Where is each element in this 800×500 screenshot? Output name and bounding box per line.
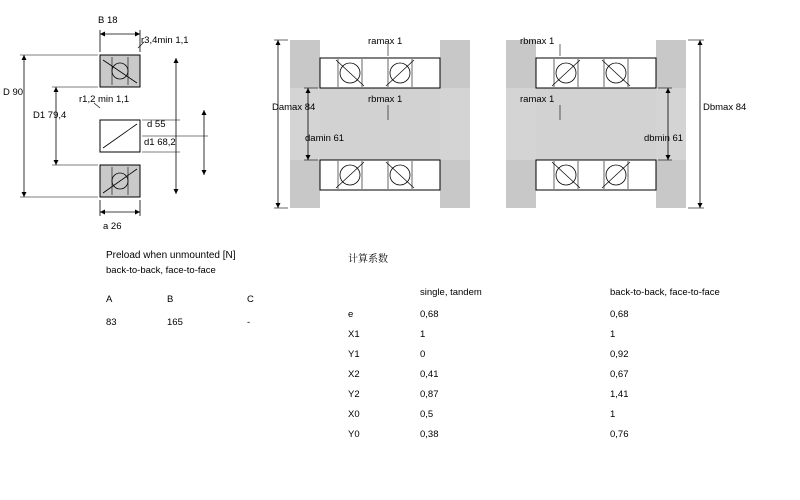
factor-back-face-e: 0,68 xyxy=(610,309,629,320)
factor-name-e: e xyxy=(348,309,354,320)
dim-label-r34min: r3,4min 1,1 xyxy=(141,35,189,46)
factor-single-tandem-e: 0,68 xyxy=(420,309,439,320)
factor-back-face-X0: 1 xyxy=(610,409,616,420)
dim-label-r12min: r1,2 min 1,1 xyxy=(79,94,130,105)
table-row xyxy=(348,363,778,383)
factor-back-face-Y2: 1,41 xyxy=(610,389,629,400)
factor-back-face-X2: 0,67 xyxy=(610,369,629,380)
preload-table-title: Preload when unmounted [N] xyxy=(106,250,236,261)
table-row xyxy=(348,423,778,443)
factor-single-tandem-X2: 0,41 xyxy=(420,369,439,380)
label-damin: damin 61 xyxy=(305,133,345,144)
preload-value-B: 165 xyxy=(167,317,183,328)
dim-label-d1: d1 68,2 xyxy=(144,137,176,148)
factors-header-single-tandem: single, tandem xyxy=(420,287,482,298)
factor-back-face-Y0: 0,76 xyxy=(610,429,629,440)
factor-name-Y2: Y2 xyxy=(348,389,360,400)
label-Damax: Damax 84 xyxy=(272,102,316,113)
table-header-row xyxy=(106,294,254,308)
factor-name-Y0: Y0 xyxy=(348,429,360,440)
label-dbmin: dbmin 61 xyxy=(644,133,684,144)
table-row xyxy=(348,343,778,363)
dim-label-a: a 26 xyxy=(103,221,122,232)
factor-name-X1: X1 xyxy=(348,329,360,340)
table-header-row xyxy=(348,287,778,301)
dim-label-B: B 18 xyxy=(98,15,118,26)
label-ramax-top-left: ramax 1 xyxy=(368,36,403,47)
table-row xyxy=(106,308,254,331)
dim-label-D: D 90 xyxy=(3,87,24,98)
label-ramax-inner-right: ramax 1 xyxy=(520,94,555,105)
factor-back-face-Y1: 0,92 xyxy=(610,349,629,360)
table-row xyxy=(348,301,778,323)
factors-header-blank xyxy=(348,287,420,301)
factor-name-X2: X2 xyxy=(348,369,360,380)
factor-single-tandem-Y0: 0,38 xyxy=(420,429,439,440)
dim-label-D1: D1 79,4 xyxy=(33,110,67,121)
preload-value-A: 83 xyxy=(106,317,117,328)
preload-table-subtitle: back-to-back, face-to-face xyxy=(106,265,216,276)
preload-header-B: B xyxy=(167,294,174,305)
preload-table-grid xyxy=(106,294,254,331)
preload-value-C: - xyxy=(247,317,251,328)
preload-header-A: A xyxy=(106,294,113,305)
factors-table-grid xyxy=(348,287,778,443)
table-row xyxy=(348,383,778,403)
factor-single-tandem-Y2: 0,87 xyxy=(420,389,439,400)
table-row xyxy=(348,403,778,423)
factor-back-face-X1: 1 xyxy=(610,329,616,340)
factors-table xyxy=(348,250,778,443)
label-rbmax-top-right: rbmax 1 xyxy=(520,36,555,47)
factors-header-back-face: back-to-back, face-to-face xyxy=(610,287,720,298)
factor-single-tandem-Y1: 0 xyxy=(420,349,426,360)
preload-header-C: C xyxy=(247,294,254,305)
preload-table xyxy=(106,250,254,331)
factors-table-title: 计算系数 xyxy=(348,254,388,265)
label-Dbmax: Dbmax 84 xyxy=(703,102,747,113)
table-row xyxy=(348,323,778,343)
factor-single-tandem-X1: 1 xyxy=(420,329,426,340)
factor-name-X0: X0 xyxy=(348,409,360,420)
label-rbmax-inner-left: rbmax 1 xyxy=(368,94,403,105)
factor-name-Y1: Y1 xyxy=(348,349,360,360)
dim-label-d: d 55 xyxy=(147,119,166,130)
factor-single-tandem-X0: 0,5 xyxy=(420,409,434,420)
